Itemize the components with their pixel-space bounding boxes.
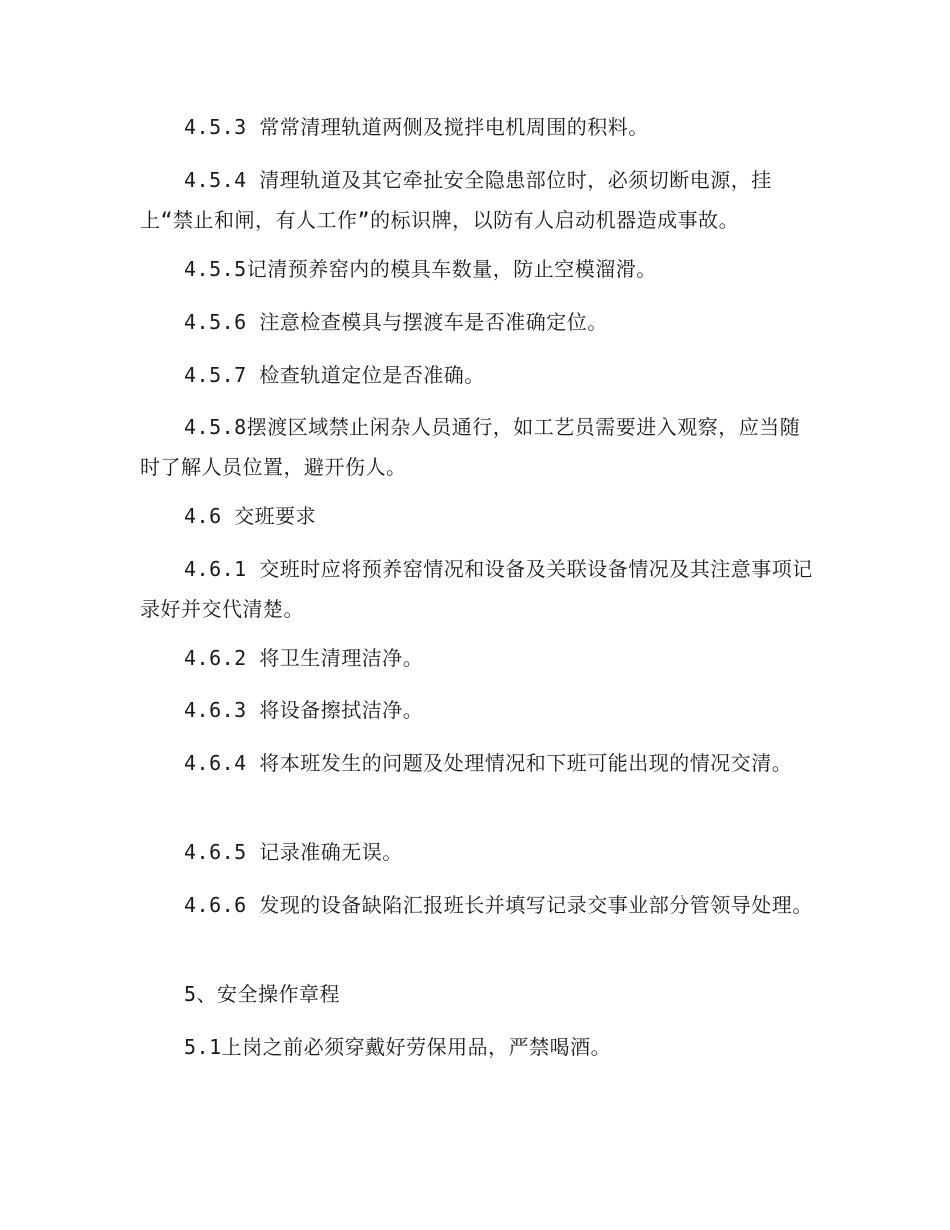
section-heading-4-6: 4.6 交班要求	[184, 504, 317, 528]
paragraph-4-5-5: 4.5.5记清预养窑内的模具车数量，防止空模溜滑。	[184, 257, 657, 281]
section-heading-5: 5、安全操作章程	[184, 982, 341, 1006]
paragraph-5-1: 5.1上岗之前必须穿戴好劳保用品，严禁喝酒。	[184, 1035, 612, 1059]
paragraph-4-6-4: 4.6.4 将本班发生的问题及处理情况和下班可能出现的情况交清。	[184, 751, 793, 775]
paragraph-4-5-3: 4.5.3 常常清理轨道两侧及搅拌电机周围的积料。	[184, 115, 649, 139]
paragraph-4-6-6: 4.6.6 发现的设备缺陷汇报班长并填写记录交事业部分管领导处理。	[184, 893, 813, 917]
paragraph-4-5-8: 4.5.8摆渡区域禁止闲杂人员通行，如工艺员需要进入观察，应当随时了解人员位置，避开伤人。	[140, 415, 801, 479]
paragraph-4-5-7: 4.5.7 检查轨道定位是否准确。	[184, 363, 485, 387]
paragraph-4-6-5: 4.6.5 记录准确无误。	[184, 840, 403, 864]
paragraph-4-6-3: 4.6.3 将设备擦拭洁净。	[184, 698, 424, 722]
paragraph-4-5-4: 4.5.4 清理轨道及其它牵扯安全隐患部位时，必须切断电源，挂上“禁止和闸，有人工作”的标识牌，以防有人启动机器造成事故。	[140, 168, 772, 232]
paragraph-4-6-1: 4.6.1 交班时应将预养窑情况和设备及关联设备情况及其注意事项记录好并交代清楚。	[140, 557, 813, 621]
paragraph-4-5-6: 4.5.6 注意检查模具与摆渡车是否准确定位。	[184, 310, 608, 334]
paragraph-4-6-2: 4.6.2 将卫生清理洁净。	[184, 646, 424, 670]
